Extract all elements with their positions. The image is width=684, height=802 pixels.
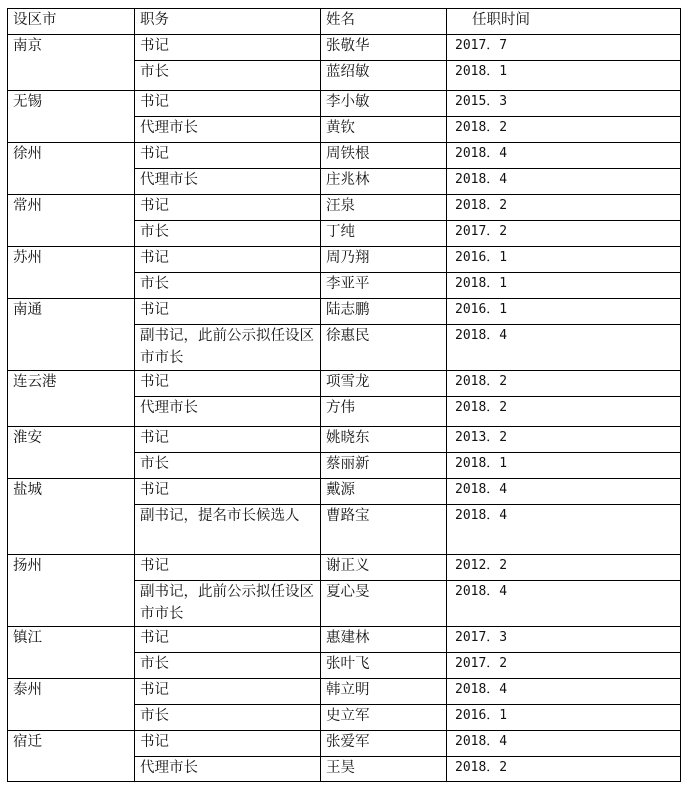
header-city: 设区市 — [8, 9, 135, 35]
name-cell: 周乃翔 — [321, 247, 447, 273]
city-cell: 徐州 — [8, 143, 135, 195]
header-name: 姓名 — [321, 9, 447, 35]
date-cell: 2016．1 — [447, 705, 681, 731]
post-cell: 书记 — [135, 679, 321, 705]
date-cell: 2018．4 — [447, 731, 681, 757]
date-cell: 2018．2 — [447, 195, 681, 221]
city-cell: 宿迁 — [8, 731, 135, 782]
name-cell: 陆志鹏 — [321, 299, 447, 325]
table-row — [8, 91, 681, 117]
name-cell: 夏心旻 — [321, 581, 447, 627]
post-cell: 代理市长 — [135, 757, 321, 782]
date-cell: 2012．2 — [447, 555, 681, 581]
date-cell: 2018．4 — [447, 143, 681, 169]
table-row — [8, 35, 681, 61]
city-cell: 淮安 — [8, 427, 135, 479]
date-cell: 2017．3 — [447, 627, 681, 653]
name-cell: 黄钦 — [321, 117, 447, 143]
name-cell: 方伟 — [321, 397, 447, 427]
post-cell: 书记 — [135, 35, 321, 61]
date-cell: 2018．2 — [447, 117, 681, 143]
name-cell: 张敬华 — [321, 35, 447, 61]
post-cell: 书记 — [135, 479, 321, 505]
date-cell: 2018．1 — [447, 273, 681, 299]
date-cell: 2018．4 — [447, 325, 681, 371]
city-cell: 南京 — [8, 35, 135, 91]
date-cell: 2016．1 — [447, 299, 681, 325]
post-cell: 书记 — [135, 731, 321, 757]
table-row — [8, 427, 681, 453]
table-row — [8, 679, 681, 705]
name-cell: 蓝绍敏 — [321, 61, 447, 91]
name-cell: 张叶飞 — [321, 653, 447, 679]
name-cell: 史立军 — [321, 705, 447, 731]
name-cell: 姚晓东 — [321, 427, 447, 453]
post-cell: 副书记，此前公示拟任设区市市长 — [135, 581, 321, 627]
date-cell: 2018．1 — [447, 453, 681, 479]
name-cell: 韩立明 — [321, 679, 447, 705]
city-cell: 苏州 — [8, 247, 135, 299]
post-cell: 书记 — [135, 299, 321, 325]
post-cell: 书记 — [135, 627, 321, 653]
table-body — [8, 35, 681, 782]
date-cell: 2017．2 — [447, 653, 681, 679]
date-cell: 2018．1 — [447, 61, 681, 91]
table-row — [8, 299, 681, 325]
name-cell: 曹路宝 — [321, 505, 447, 555]
name-cell: 张爱军 — [321, 731, 447, 757]
post-cell: 书记 — [135, 247, 321, 273]
date-cell: 2018．4 — [447, 169, 681, 195]
post-cell: 书记 — [135, 371, 321, 397]
table-row — [8, 143, 681, 169]
date-cell: 2018．4 — [447, 679, 681, 705]
date-cell: 2018．2 — [447, 371, 681, 397]
table-row — [8, 731, 681, 757]
name-cell: 戴源 — [321, 479, 447, 505]
post-cell: 市长 — [135, 453, 321, 479]
header-post: 职务 — [135, 9, 321, 35]
post-cell: 市长 — [135, 221, 321, 247]
officials-table — [7, 8, 681, 782]
header-date: 任职时间 — [447, 9, 681, 35]
post-cell: 代理市长 — [135, 117, 321, 143]
date-cell: 2018．4 — [447, 505, 681, 555]
date-cell: 2018．2 — [447, 757, 681, 782]
date-cell: 2017．7 — [447, 35, 681, 61]
date-cell: 2013．2 — [447, 427, 681, 453]
post-cell: 副书记，提名市长候选人 — [135, 505, 321, 555]
post-cell: 书记 — [135, 555, 321, 581]
date-cell: 2018．4 — [447, 479, 681, 505]
date-cell: 2017．2 — [447, 221, 681, 247]
post-cell: 市长 — [135, 653, 321, 679]
date-cell: 2018．2 — [447, 397, 681, 427]
post-cell: 书记 — [135, 91, 321, 117]
table-row — [8, 555, 681, 581]
name-cell: 周铁根 — [321, 143, 447, 169]
date-cell: 2016．1 — [447, 247, 681, 273]
name-cell: 庄兆林 — [321, 169, 447, 195]
post-cell: 书记 — [135, 143, 321, 169]
name-cell: 蔡丽新 — [321, 453, 447, 479]
name-cell: 汪泉 — [321, 195, 447, 221]
date-cell: 2015．3 — [447, 91, 681, 117]
date-cell: 2018．4 — [447, 581, 681, 627]
city-cell: 连云港 — [8, 371, 135, 427]
post-cell: 代理市长 — [135, 397, 321, 427]
city-cell: 扬州 — [8, 555, 135, 627]
city-cell: 南通 — [8, 299, 135, 371]
post-cell: 副书记，此前公示拟任设区市市长 — [135, 325, 321, 371]
table-row — [8, 247, 681, 273]
name-cell: 徐惠民 — [321, 325, 447, 371]
name-cell: 丁纯 — [321, 221, 447, 247]
table-row — [8, 479, 681, 505]
city-cell: 镇江 — [8, 627, 135, 679]
table-row — [8, 195, 681, 221]
name-cell: 惠建林 — [321, 627, 447, 653]
city-cell: 盐城 — [8, 479, 135, 555]
post-cell: 市长 — [135, 273, 321, 299]
post-cell: 书记 — [135, 195, 321, 221]
name-cell: 谢正义 — [321, 555, 447, 581]
name-cell: 项雪龙 — [321, 371, 447, 397]
post-cell: 代理市长 — [135, 169, 321, 195]
name-cell: 李小敏 — [321, 91, 447, 117]
city-cell: 常州 — [8, 195, 135, 247]
table-row — [8, 627, 681, 653]
name-cell: 李亚平 — [321, 273, 447, 299]
city-cell: 无锡 — [8, 91, 135, 143]
table-row — [8, 371, 681, 397]
post-cell: 书记 — [135, 427, 321, 453]
post-cell: 市长 — [135, 61, 321, 91]
city-cell: 泰州 — [8, 679, 135, 731]
name-cell: 王昊 — [321, 757, 447, 782]
header-row — [8, 9, 681, 35]
post-cell: 市长 — [135, 705, 321, 731]
